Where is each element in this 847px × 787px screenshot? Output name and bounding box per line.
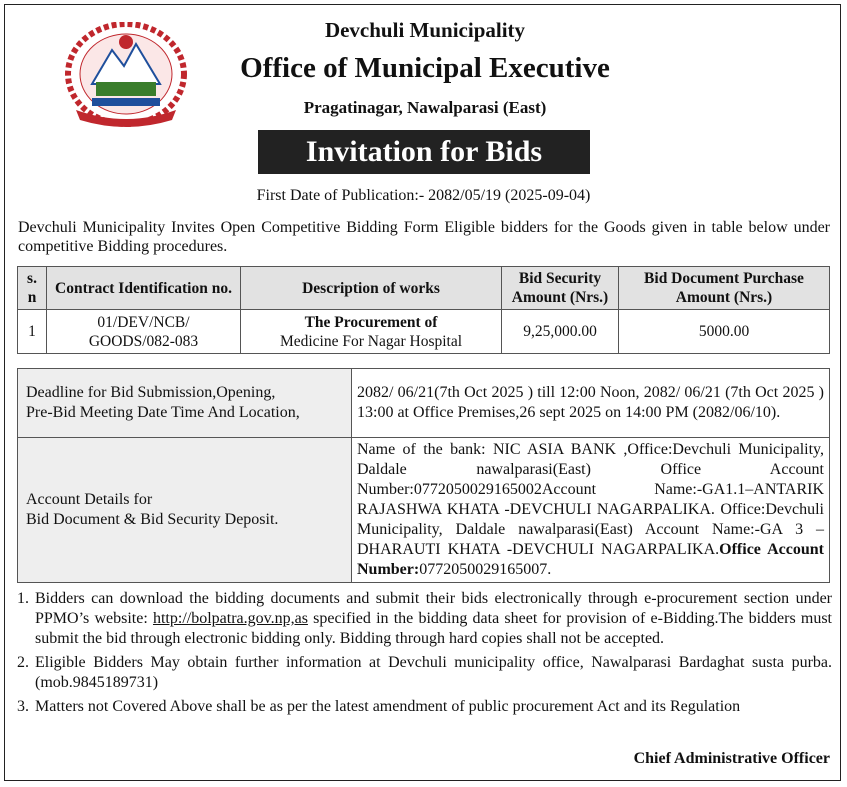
description-line-1: The Procurement of [304,313,438,331]
bid-table [17,266,830,354]
info-table [17,368,830,583]
signatory-title: Chief Administrative Officer [633,750,830,767]
deadline-row [18,369,830,438]
account-details-text: Name of the bank: NIC ASIA BANK ,Office:Devchuli Municipality, Daldale nawalparasi(East) Office Account Number:0772050029165002Account Name:-GA1.1–ANTARIK RAJASHWA KHATA -DEVCHULI NAGARPALIKA. Office:Devchuli Municipality, Daldale nawalparasi(East) Account Name:-GA 3 – DHARAUTI KHATA -DEVCHULI NAGARPALIKA. [357,441,824,558]
municipality-name: Devchuli Municipality [324,18,526,42]
office-title: Office of Municipal Executive [240,52,610,84]
header-purchase-amount: Bid Document Purchase Amount (Nrs.) [619,267,830,310]
note-number: 2. [17,654,29,671]
account-label [18,438,352,583]
deadline-label-line-2: Pre-Bid Meeting Date Time And Location, [26,404,300,421]
intro-paragraph: Devchuli Municipality Invites Open Competitive Bidding Form Eligible bidders for the Goods given in table below under competitive Bidding procedures. [18,219,830,255]
header-bid-security: Bid Security Amount (Nrs.) [502,267,619,310]
note-1-text-b: specified in the bidding data sheet for provision of e-Bidding.The bidders must submit the bid through electronic bidding only. Bidding through hard copies shall not be accepted. [35,610,833,647]
government-emblem-icon [62,22,190,128]
description-line-2: Medicine For Nagar Hospital [279,332,463,350]
deadline-label-line-1: Deadline for Bid Submission,Opening, [26,384,276,401]
bolpatra-link[interactable]: http://bolpatra.gov.np,as [152,610,308,627]
account-row [18,438,830,583]
cell-description [241,310,502,354]
list-item [17,589,832,649]
notes-list [17,589,832,721]
account-number-label: Office Account Number: [357,541,825,578]
table-row [18,310,830,354]
header-description: Description of works [241,267,502,310]
account-label-line-2: Bid Document & Bid Security Deposit. [26,511,279,528]
deadline-value: 2082/ 06/21(7th Oct 2025 ) till 12:00 Noon, 2082/ 06/21 (7th Oct 2025 ) 13:00 at Office Premises,26 sept 2025 on 14:00 PM (2082/06/10). [352,369,830,438]
cell-purchase-amount: 5000.00 [619,310,830,354]
publication-date: First Date of Publication:- 2082/05/19 (2025-09-04) [256,187,591,204]
notice-banner: Invitation for Bids [258,130,590,174]
account-label-line-1: Account Details for [26,491,153,508]
cell-sn: 1 [18,310,47,354]
account-number-2: 0772050029165007. [419,561,552,578]
list-item [17,697,832,717]
header-contract-id: Contract Identification no. [47,267,241,310]
office-address: Pragatinagar, Nawalparasi (East) [303,98,547,117]
contract-id-line-1: 01/DEV/NCB/ [97,313,190,331]
note-1-text-a: Bidders can download the bidding documents and submit their bids electronically through e-procurement section under PPMO’s website: [35,590,832,627]
contract-id-line-2: GOODS/082-083 [88,332,199,350]
header-sn: s. n [18,267,47,310]
list-item [17,653,832,693]
note-number: 3. [17,698,29,715]
note-text: Eligible Bidders May obtain further information at Devchuli municipality office, Nawalparasi Bardaghat susta purba.(mob.9845189731) [35,654,832,691]
note-text: Matters not Covered Above shall be as per the latest amendment of public procurement Act and its Regulation [35,698,741,715]
cell-bid-security: 9,25,000.00 [502,310,619,354]
deadline-label [18,369,352,438]
cell-contract-id [47,310,241,354]
note-number: 1. [17,590,29,607]
note-text [35,589,832,649]
account-value [352,438,830,583]
table-header-row [18,267,830,310]
